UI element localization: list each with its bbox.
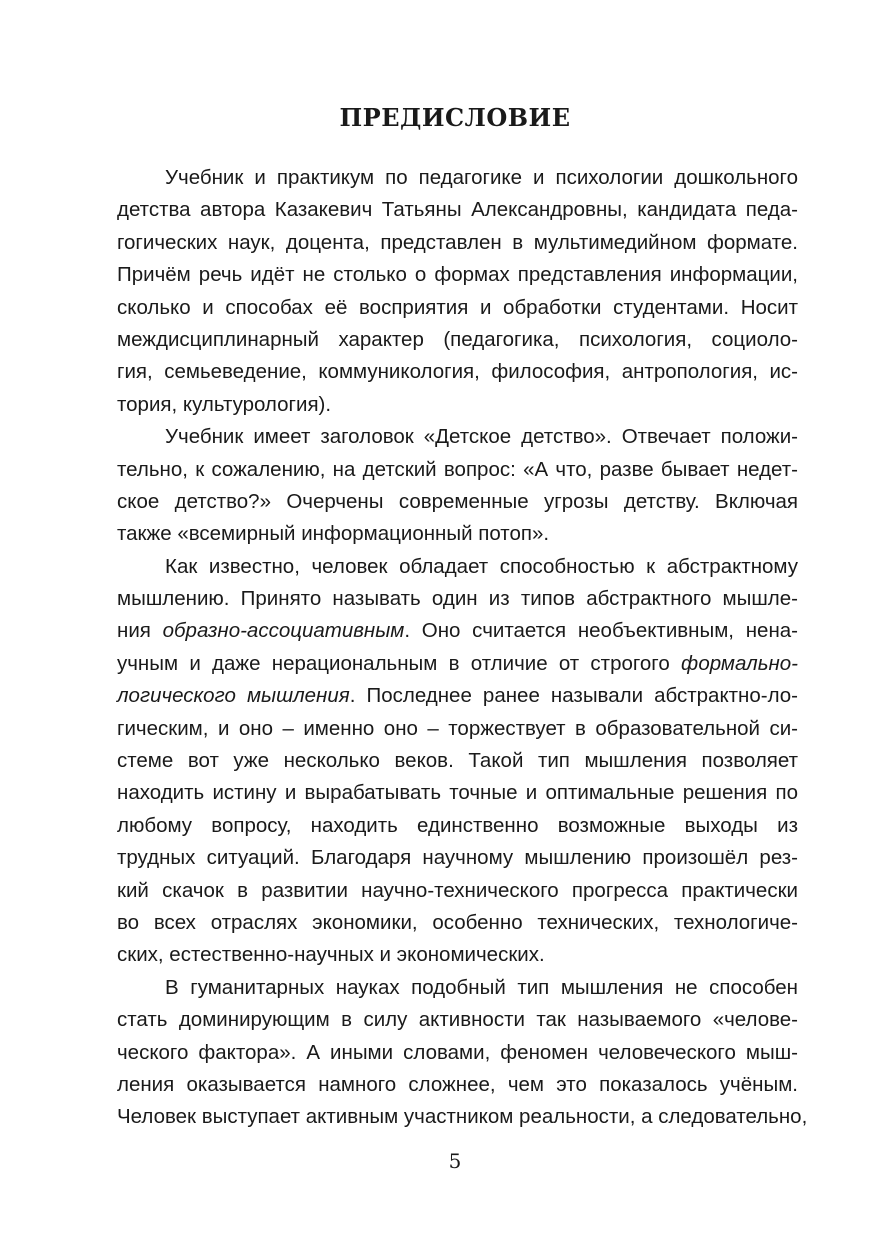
text-line: трудных ситуаций. Благодаря научному мышлению произошёл рез- (117, 846, 798, 870)
text-line: В гуманитарных науках подобный тип мышления не способен (165, 975, 798, 999)
text-line: логического мышления. Последнее ранее называли абстрактно-ло- (117, 684, 799, 708)
text-line: гия, семьеведение, коммуникология, философия, антропология, ис- (117, 360, 798, 384)
paragraph (117, 972, 808, 1134)
page-number: 5 (448, 1149, 462, 1173)
text-line: учным и даже нерациональным в отличие от строгого формально- (117, 651, 798, 675)
text-line: детства автора Казакевич Татьяны Александровны, кандидата педа- (117, 198, 798, 222)
text-line: ления оказывается намного сложнее, чем это показалось учёным. (117, 1072, 798, 1096)
text-line: мышлению. Принято называть один из типов абстрактного мышле- (117, 587, 798, 611)
paragraph (117, 162, 798, 421)
text-line: ческого фактора». А иными словами, феномен человеческого мыш- (117, 1040, 798, 1064)
text-line: ское детство?» Очерчены современные угрозы детству. Включая (117, 489, 798, 513)
body-text (117, 162, 808, 1134)
page-title: ПРЕДИСЛОВИЕ (339, 103, 571, 132)
text-line: гогических наук, доцента, представлен в мультимедийном формате. (117, 230, 798, 254)
text-line: Причём речь идёт не столько о формах представления информации, (117, 263, 798, 287)
text-line: кий скачок в развитии научно-технического прогресса практически (117, 878, 798, 902)
text-line: тельно, к сожалению, на детский вопрос: «А что, разве бывает недет- (117, 457, 798, 481)
text-line: сколько и способах её восприятия и обработки студентами. Носит (117, 295, 798, 319)
text-line: Учебник и практикум по педагогике и психологии дошкольного (165, 166, 798, 189)
paragraph (117, 421, 798, 551)
text-line: находить истину и вырабатывать точные и оптимальные решения по (117, 781, 798, 805)
paragraph (117, 551, 798, 972)
italic-term: логического мышления (117, 684, 350, 708)
text-line: Учебник имеет заголовок «Детское детство». Отвечает положи- (165, 425, 798, 449)
text-line: во всех отраслях экономики, особенно технических, технологиче- (117, 910, 798, 934)
text-line: стеме вот уже несколько веков. Такой тип мышления позволяет (117, 749, 798, 773)
text-line: тория, культурология). (117, 392, 332, 416)
italic-term: формально- (680, 651, 798, 675)
text-line: междисциплинарный характер (педагогика, психология, социоло- (117, 327, 798, 351)
text-line: гическим, и оно – именно оно – торжествует в образовательной си- (117, 716, 798, 740)
italic-term: образно-ассоциативным (162, 619, 405, 643)
text-line: Как известно, человек обладает способностью к абстрактному (165, 554, 798, 578)
text-line: стать доминирующим в силу активности так называемого «челове- (117, 1008, 798, 1032)
text-line: любому вопросу, находить единственно возможные выходы из (117, 813, 798, 837)
text-line: ских, естественно-научных и экономических. (117, 943, 545, 967)
text-line: также «всемирный информационный потоп». (117, 522, 550, 546)
text-line: ния образно-ассоциативным. Оно считается необъективным, нена- (117, 619, 799, 643)
text-line: Человек выступает активным участником реальности, а следовательно, (117, 1105, 808, 1129)
